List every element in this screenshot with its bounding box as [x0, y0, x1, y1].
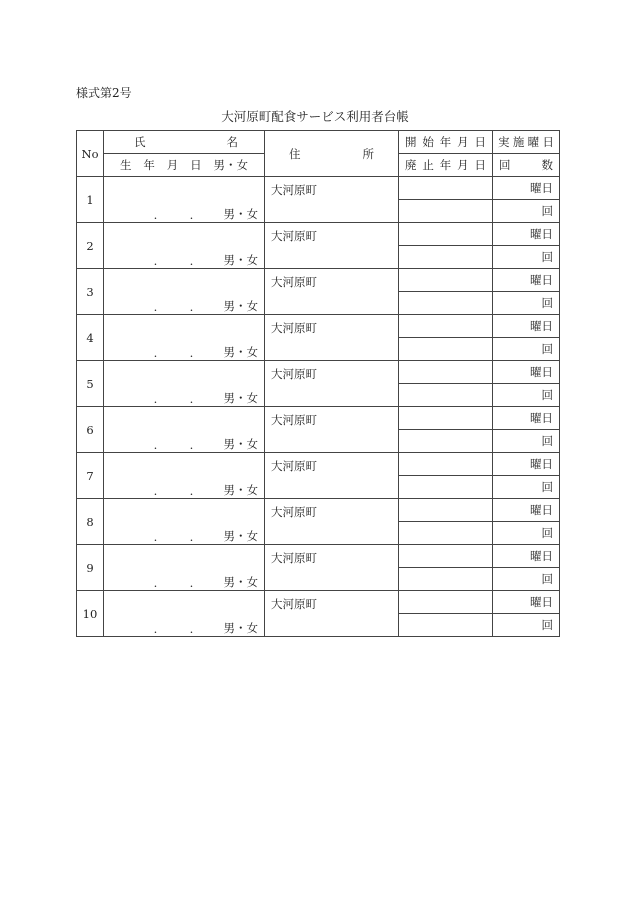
sex-options: 男・女 [223, 391, 258, 405]
address-prefix: 大河原町 [271, 367, 317, 381]
birth-dot: . [189, 392, 194, 406]
count-field[interactable] [493, 384, 560, 407]
table-row [77, 269, 560, 292]
count-field[interactable] [493, 522, 560, 545]
birth-char: 日 [190, 158, 202, 172]
end-date-char: 止 [422, 158, 434, 172]
birth-dot: . [153, 300, 158, 314]
weekday-unit: 曜日 [530, 549, 553, 563]
row-number: 7 [77, 453, 104, 499]
birth-dot: . [153, 484, 158, 498]
table-row [77, 499, 560, 522]
birth-char: 年 [143, 158, 155, 172]
birth-char: 男・女 [213, 158, 248, 172]
address-field[interactable] [265, 591, 399, 637]
address-field[interactable] [265, 177, 399, 223]
start-date-field[interactable] [399, 591, 493, 614]
name-field[interactable] [104, 223, 265, 246]
birth-sex-field[interactable] [104, 614, 265, 637]
row-number: 9 [77, 545, 104, 591]
address-prefix: 大河原町 [271, 229, 317, 243]
row-number: 4 [77, 315, 104, 361]
col-address-header [265, 131, 399, 177]
birth-dot: . [153, 346, 158, 360]
address-prefix: 大河原町 [271, 183, 317, 197]
table-row [77, 315, 560, 338]
birth-dot: . [153, 438, 158, 452]
birth-sex-field[interactable] [104, 522, 265, 545]
form-number: 様式第2号 [76, 86, 132, 100]
row-number: 10 [77, 591, 104, 637]
name-field[interactable] [104, 499, 265, 522]
sex-options: 男・女 [223, 299, 258, 313]
sex-options: 男・女 [223, 253, 258, 267]
count-field[interactable] [493, 292, 560, 315]
row-number: 6 [77, 407, 104, 453]
weekday-unit: 曜日 [530, 365, 553, 379]
row-number: 2 [77, 223, 104, 269]
address-field[interactable] [265, 315, 399, 361]
end-date-field[interactable] [399, 246, 493, 269]
table-row [77, 545, 560, 568]
sex-options: 男・女 [223, 529, 258, 543]
address-field[interactable] [265, 361, 399, 407]
weekday-field[interactable] [493, 591, 560, 614]
birth-sex-field[interactable] [104, 246, 265, 269]
weekday-unit: 曜日 [530, 457, 553, 471]
birth-sex-field[interactable] [104, 476, 265, 499]
count-char: 回 [499, 158, 511, 172]
table-row [77, 453, 560, 476]
name-field[interactable] [104, 269, 265, 292]
weekday-field[interactable] [493, 545, 560, 568]
table-row [77, 361, 560, 384]
count-char: 数 [541, 158, 553, 172]
weekday-unit: 曜日 [530, 273, 553, 287]
birth-sex-field[interactable] [104, 200, 265, 223]
count-unit: 回 [541, 572, 553, 586]
count-unit: 回 [541, 434, 553, 448]
table-row [77, 177, 560, 200]
birth-dot: . [153, 622, 158, 636]
start-date-char: 開 [405, 135, 417, 149]
birth-dot: . [189, 622, 194, 636]
sex-options: 男・女 [223, 437, 258, 451]
end-date-field[interactable] [399, 476, 493, 499]
end-date-field[interactable] [399, 430, 493, 453]
col-weekday-header [493, 131, 560, 154]
count-field[interactable] [493, 200, 560, 223]
address-prefix: 大河原町 [271, 505, 317, 519]
start-date-field[interactable] [399, 361, 493, 384]
end-date-field[interactable] [399, 522, 493, 545]
name-field[interactable] [104, 315, 265, 338]
end-date-char: 日 [474, 158, 486, 172]
registry-table [76, 130, 560, 637]
count-field[interactable] [493, 430, 560, 453]
end-date-field[interactable] [399, 384, 493, 407]
end-date-char: 廃 [405, 158, 417, 172]
birth-sex-field[interactable] [104, 338, 265, 361]
count-unit: 回 [541, 204, 553, 218]
start-date-char: 年 [439, 135, 452, 149]
count-field[interactable] [493, 614, 560, 637]
count-field[interactable] [493, 246, 560, 269]
col-start-date-header [399, 131, 493, 154]
address-prefix: 大河原町 [271, 275, 317, 289]
table-row [77, 407, 560, 430]
address-prefix: 大河原町 [271, 321, 317, 335]
name-label-left: 氏 [134, 135, 146, 149]
name-field[interactable] [104, 361, 265, 384]
start-date-field[interactable] [399, 269, 493, 292]
start-date-field[interactable] [399, 315, 493, 338]
start-date-field[interactable] [399, 545, 493, 568]
birth-sex-field[interactable] [104, 568, 265, 591]
end-date-field[interactable] [399, 338, 493, 361]
birth-dot: . [189, 530, 194, 544]
address-prefix: 大河原町 [271, 413, 317, 427]
col-name-header [104, 131, 265, 154]
col-birth-header [104, 154, 265, 177]
weekday-field[interactable] [493, 269, 560, 292]
weekday-field[interactable] [493, 453, 560, 476]
col-count-header [493, 154, 560, 177]
end-date-field[interactable] [399, 292, 493, 315]
weekday-char: 日 [542, 135, 554, 149]
name-field[interactable] [104, 453, 265, 476]
weekday-field[interactable] [493, 407, 560, 430]
birth-char: 生 [120, 158, 132, 172]
count-field[interactable] [493, 476, 560, 499]
address-field[interactable] [265, 545, 399, 591]
weekday-field[interactable] [493, 177, 560, 200]
count-unit: 回 [541, 480, 553, 494]
birth-dot: . [189, 576, 194, 590]
sex-options: 男・女 [223, 575, 258, 589]
count-unit: 回 [541, 388, 553, 402]
birth-dot: . [189, 438, 194, 452]
start-date-field[interactable] [399, 453, 493, 476]
start-date-char: 始 [422, 135, 434, 149]
weekday-char: 施 [512, 135, 525, 149]
sex-options: 男・女 [223, 207, 258, 221]
end-date-field[interactable] [399, 568, 493, 591]
birth-char: 月 [166, 158, 179, 172]
address-field[interactable] [265, 453, 399, 499]
address-prefix: 大河原町 [271, 597, 317, 611]
end-date-char: 年 [439, 158, 452, 172]
birth-dot: . [189, 300, 194, 314]
birth-dot: . [153, 208, 158, 222]
start-date-field[interactable] [399, 177, 493, 200]
sex-options: 男・女 [223, 345, 258, 359]
count-unit: 回 [541, 526, 553, 540]
birth-dot: . [153, 254, 158, 268]
document-title: 大河原町配食サービス利用者台帳 [221, 109, 409, 124]
end-date-field[interactable] [399, 614, 493, 637]
name-field[interactable] [104, 591, 265, 614]
start-date-field[interactable] [399, 499, 493, 522]
weekday-unit: 曜日 [530, 595, 553, 609]
start-date-field[interactable] [399, 407, 493, 430]
address-label-left: 住 [289, 146, 301, 161]
weekday-unit: 曜日 [530, 181, 553, 195]
name-field[interactable] [104, 545, 265, 568]
birth-dot: . [153, 530, 158, 544]
end-date-field[interactable] [399, 200, 493, 223]
birth-dot: . [189, 484, 194, 498]
weekday-field[interactable] [493, 499, 560, 522]
address-prefix: 大河原町 [271, 551, 317, 565]
weekday-unit: 曜日 [530, 503, 553, 517]
weekday-field[interactable] [493, 223, 560, 246]
address-field[interactable] [265, 269, 399, 315]
weekday-field[interactable] [493, 361, 560, 384]
name-field[interactable] [104, 177, 265, 200]
birth-dot: . [153, 576, 158, 590]
birth-dot: . [189, 254, 194, 268]
sex-options: 男・女 [223, 621, 258, 635]
count-unit: 回 [541, 342, 553, 356]
weekday-char: 曜 [527, 135, 540, 149]
address-prefix: 大河原町 [271, 459, 317, 473]
weekday-field[interactable] [493, 315, 560, 338]
row-number: 1 [77, 177, 104, 223]
start-date-char: 月 [457, 135, 469, 149]
count-unit: 回 [541, 618, 553, 632]
sex-options: 男・女 [223, 483, 258, 497]
start-date-field[interactable] [399, 223, 493, 246]
col-end-date-header [399, 154, 493, 177]
birth-sex-field[interactable] [104, 292, 265, 315]
birth-sex-field[interactable] [104, 430, 265, 453]
name-field[interactable] [104, 407, 265, 430]
table-row [77, 223, 560, 246]
address-field[interactable] [265, 499, 399, 545]
row-number: 5 [77, 361, 104, 407]
birth-sex-field[interactable] [104, 384, 265, 407]
birth-dot: . [189, 346, 194, 360]
weekday-unit: 曜日 [530, 227, 553, 241]
address-label-right: 所 [362, 146, 374, 161]
col-no-header: No [77, 131, 104, 177]
birth-dot: . [153, 392, 158, 406]
table-row [77, 591, 560, 614]
address-field[interactable] [265, 223, 399, 269]
count-field[interactable] [493, 568, 560, 591]
row-number: 3 [77, 269, 104, 315]
weekday-unit: 曜日 [530, 319, 553, 333]
weekday-char: 実 [498, 135, 510, 149]
weekday-unit: 曜日 [530, 411, 553, 425]
end-date-char: 月 [457, 158, 469, 172]
address-field[interactable] [265, 407, 399, 453]
start-date-char: 日 [474, 135, 486, 149]
count-field[interactable] [493, 338, 560, 361]
count-unit: 回 [541, 250, 553, 264]
row-number: 8 [77, 499, 104, 545]
count-unit: 回 [541, 296, 553, 310]
birth-dot: . [189, 208, 194, 222]
name-label-right: 名 [226, 135, 238, 149]
